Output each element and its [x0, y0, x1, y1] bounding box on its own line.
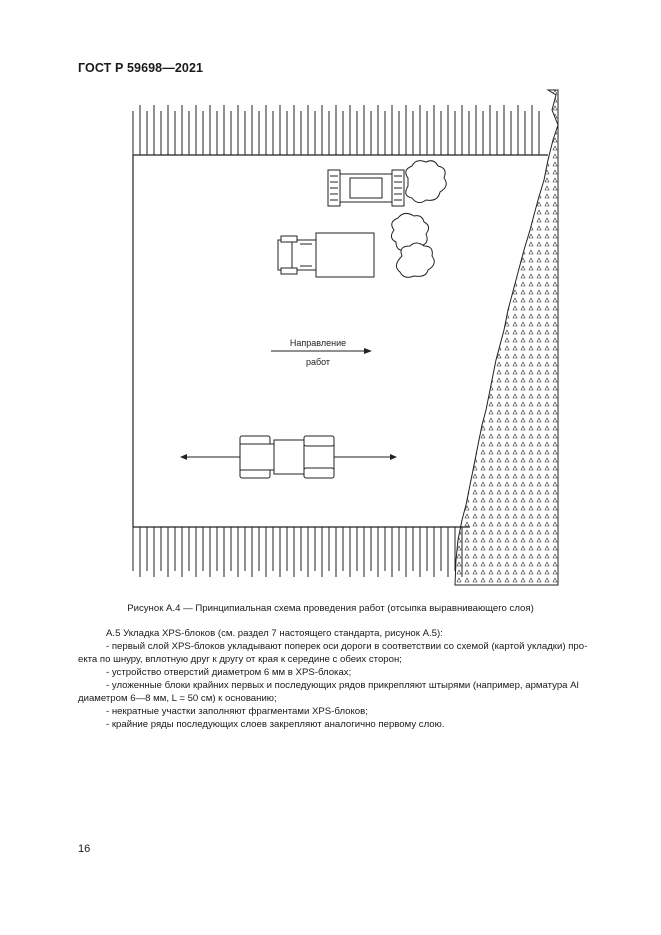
- left-arrowhead: [180, 454, 187, 460]
- list-item: - устройство отверстий диаметром 6 мм в XPS-блоках;: [106, 667, 352, 678]
- leveling-fill-material: [455, 90, 558, 585]
- direction-label-line2: работ: [305, 357, 331, 367]
- list-item: - первый слой XPS-блоков укладывают поперек оси дороги в соответствии со схемой (картой укладки) про-: [106, 641, 588, 652]
- document-header: ГОСТ Р 59698—2021: [78, 61, 204, 75]
- figure-caption: Рисунок А.4 — Принципиальная схема проведения работ (отсыпка выравнивающего слоя): [127, 603, 534, 614]
- bottom-embankment-hatch: [133, 527, 462, 577]
- dump-truck-icon: [278, 233, 374, 277]
- page-number: 16: [78, 843, 91, 855]
- list-item: - крайние ряды последующих слоев закрепляют аналогично первому слою.: [106, 719, 445, 730]
- top-embankment-hatch: [133, 105, 539, 155]
- list-item: - некратные участки заполняют фрагментами XPS-блоков;: [106, 706, 368, 717]
- section-title: А.5 Укладка XPS-блоков (см. раздел 7 настоящего стандарта, рисунок А.5):: [106, 628, 443, 639]
- list-item: диаметром 6—8 мм, L = 50 см) к основанию;: [78, 693, 277, 704]
- list-item: екта по шнуру, вплотную друг к другу от края к середине с обеих сторон;: [78, 654, 402, 665]
- roller-compactor-icon: [185, 436, 392, 478]
- section-a5: [78, 627, 588, 731]
- direction-arrowhead: [364, 348, 372, 354]
- right-arrowhead: [390, 454, 397, 460]
- direction-label-line1: Направление: [289, 338, 347, 348]
- list-item: - уложенные блоки крайних первых и последующих рядов прикрепляют штырями (например, арматура Al: [106, 680, 579, 691]
- bulldozer-icon: [328, 170, 404, 206]
